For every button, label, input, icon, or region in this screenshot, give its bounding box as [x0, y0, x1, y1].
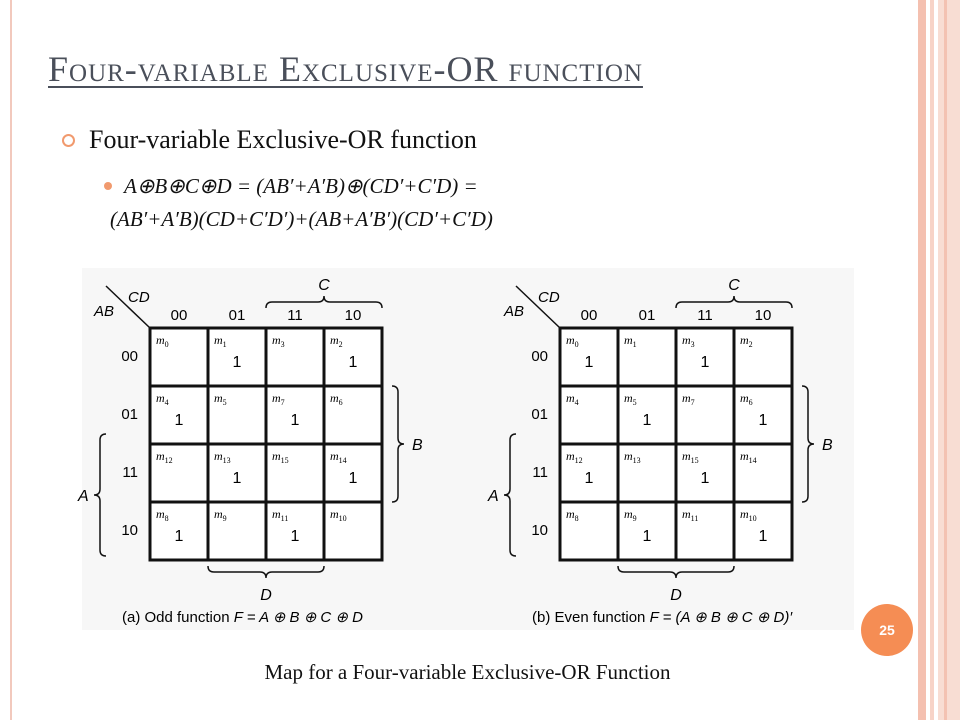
kmap-ab-label: AB — [504, 303, 525, 320]
kmap-cell-value: 1 — [232, 470, 242, 487]
kmap-a-label: A — [488, 488, 499, 505]
kmap-minterm-label: $m_7$ — [272, 391, 285, 407]
kmap-cell-value: 1 — [584, 354, 594, 371]
kmap-minterm-label: $m_{12}$ — [156, 449, 173, 465]
kmap-cell-value: 1 — [348, 470, 358, 487]
kmap-minterm-index: 4 — [574, 398, 579, 407]
ring-bullet-icon — [62, 134, 75, 147]
bullet-main — [62, 125, 477, 155]
kmap-d-label: D — [670, 587, 682, 604]
kmap-d-brace — [208, 566, 324, 578]
kmap-cell-value: 1 — [348, 354, 358, 371]
equation-line-2: (AB′+A′B)(CD+C′D′)+(AB+A′B′)(CD′+C′D) — [110, 207, 493, 231]
kmap-minterm-index: 1 — [632, 340, 637, 349]
kmap-column-header: 01 — [638, 307, 656, 324]
kmap-minterm-index: 11 — [690, 514, 699, 523]
kmap-cell-value: 1 — [642, 412, 652, 429]
kmap-caption-prefix: (b) Even function — [532, 609, 650, 626]
kmap-cell-value: 1 — [758, 412, 768, 429]
kmap-minterm-label: $m_6$ — [330, 391, 343, 407]
kmap-minterm-index: 0 — [574, 340, 579, 349]
kmap-minterm-index: 0 — [164, 340, 169, 349]
kmap-b-label: B — [412, 437, 423, 454]
kmap-minterm-index: 11 — [280, 514, 289, 523]
kmap-minterm-index: 1 — [222, 340, 227, 349]
frame-right-bar — [938, 0, 960, 720]
slide-title: Four-variable Exclusive-OR function — [48, 49, 643, 89]
kmap-minterm-label: $m_{12}$ — [566, 449, 583, 465]
kmap-diagram — [78, 268, 854, 630]
kmap-minterm-label: $m_8$ — [156, 507, 169, 523]
kmap-minterm-label: $m_0$ — [156, 333, 169, 349]
kmap-minterm-label: $m_{15}$ — [272, 449, 289, 465]
kmap-minterm-index: 9 — [632, 514, 637, 523]
kmap-minterm-index: 10 — [748, 514, 757, 523]
kmap-minterm-label: $m_{11}$ — [272, 507, 289, 523]
kmap-minterm-label: $m_{10}$ — [330, 507, 347, 523]
kmap-b-label: B — [822, 437, 833, 454]
kmap-cell-value: 1 — [584, 470, 594, 487]
frame-left-line — [10, 0, 12, 720]
kmap-row-header: 11 — [122, 464, 138, 481]
kmap-minterm-label: $m_3$ — [272, 333, 285, 349]
kmap-minterm-index: 2 — [748, 340, 753, 349]
kmap-minterm-label: $m_7$ — [682, 391, 695, 407]
kmap-row-header: 01 — [531, 406, 548, 423]
kmap-column-header: 10 — [754, 307, 772, 324]
kmap-figure — [78, 268, 854, 630]
kmap-column-header: 00 — [580, 307, 598, 324]
kmap-caption-formula: F = (A ⊕ B ⊕ C ⊕ D)′ — [649, 609, 793, 626]
kmap-row-header: 00 — [121, 348, 138, 365]
kmap-minterm-label: $m_{15}$ — [682, 449, 699, 465]
kmap-minterm-label: $m_9$ — [214, 507, 227, 523]
kmap-minterm-index: 12 — [164, 456, 173, 465]
kmap-minterm-label: $m_1$ — [214, 333, 227, 349]
kmap-column-header: 01 — [228, 307, 246, 324]
kmap-minterm-label: $m_{13}$ — [214, 449, 231, 465]
kmap-cd-label: CD — [538, 289, 560, 306]
kmap-c-label: C — [728, 277, 740, 294]
bullet-sub — [98, 170, 698, 236]
frame-right-bar — [944, 0, 947, 720]
kmap-cell-value: 1 — [174, 528, 184, 545]
kmap-caption — [122, 609, 363, 626]
kmap-d-brace — [618, 566, 734, 578]
kmap-minterm-index: 15 — [280, 456, 289, 465]
figure-caption: Map for a Four-variable Exclusive-OR Function — [264, 660, 671, 684]
kmap-minterm-index: 5 — [632, 398, 637, 407]
kmap-minterm-label: $m_{13}$ — [624, 449, 641, 465]
kmap-row-header: 11 — [532, 464, 548, 481]
kmap-c-brace — [266, 296, 382, 308]
kmap-minterm-index: 2 — [338, 340, 343, 349]
kmap-minterm-label: $m_3$ — [682, 333, 695, 349]
kmap-column-header: 00 — [170, 307, 188, 324]
equation-line-1: A⊕B⊕C⊕D = (AB′+A′B)⊕(CD′+C′D) = — [124, 174, 478, 198]
kmap-b-brace — [802, 386, 814, 502]
kmap-cell-value: 1 — [290, 528, 300, 545]
kmap-ab-label: AB — [94, 303, 115, 320]
kmap-minterm-index: 15 — [690, 456, 699, 465]
kmap-minterm-index: 10 — [338, 514, 347, 523]
kmap-a-brace — [94, 434, 106, 556]
kmap-minterm-label: $m_1$ — [624, 333, 637, 349]
kmap-minterm-label: $m_4$ — [566, 391, 579, 407]
kmap-column-header: 11 — [287, 307, 303, 324]
kmap-b-brace — [392, 386, 404, 502]
kmap-row-header: 10 — [121, 522, 138, 539]
kmap-cell-value: 1 — [232, 354, 242, 371]
kmap-minterm-label: $m_5$ — [624, 391, 637, 407]
kmap-minterm-index: 8 — [574, 514, 579, 523]
kmap-caption — [532, 609, 793, 626]
kmap-minterm-label: $m_9$ — [624, 507, 637, 523]
kmap-minterm-label: $m_5$ — [214, 391, 227, 407]
kmap-cell-value: 1 — [290, 412, 300, 429]
kmap-c-label: C — [318, 277, 330, 294]
kmap-row-header: 10 — [531, 522, 548, 539]
kmap-minterm-label: $m_4$ — [156, 391, 169, 407]
kmap-minterm-label: $m_{14}$ — [330, 449, 347, 465]
kmap-minterm-label: $m_{10}$ — [740, 507, 757, 523]
kmap-minterm-index: 13 — [632, 456, 641, 465]
kmap-cell-value: 1 — [174, 412, 184, 429]
kmap-cell-value: 1 — [758, 528, 768, 545]
kmap-minterm-label: $m_8$ — [566, 507, 579, 523]
kmap-minterm-label: $m_{11}$ — [682, 507, 699, 523]
kmap-a-brace — [504, 434, 516, 556]
kmap-column-header: 10 — [344, 307, 362, 324]
kmap-cell-value: 1 — [700, 470, 710, 487]
kmap-minterm-index: 3 — [690, 340, 695, 349]
kmap-minterm-label: $m_6$ — [740, 391, 753, 407]
kmap-caption-formula: F = A ⊕ B ⊕ C ⊕ D — [233, 609, 363, 626]
kmap-minterm-index: 14 — [338, 456, 347, 465]
kmap-minterm-index: 5 — [222, 398, 227, 407]
kmap-minterm-index: 14 — [748, 456, 757, 465]
kmap-minterm-label: $m_2$ — [330, 333, 343, 349]
kmap-cell-value: 1 — [700, 354, 710, 371]
kmap-column-header: 11 — [697, 307, 713, 324]
kmap-a-label: A — [78, 488, 89, 505]
kmap-minterm-index: 13 — [222, 456, 231, 465]
kmap-minterm-index: 8 — [164, 514, 169, 523]
kmap-minterm-index: 7 — [690, 398, 695, 407]
kmap-minterm-label: $m_0$ — [566, 333, 579, 349]
kmap-row-header: 00 — [531, 348, 548, 365]
kmap-row-header: 01 — [121, 406, 138, 423]
page-number-badge: 25 — [861, 604, 913, 656]
frame-right-bar — [918, 0, 926, 720]
kmap-d-label: D — [260, 587, 272, 604]
kmap-minterm-index: 9 — [222, 514, 227, 523]
kmap-minterm-index: 7 — [280, 398, 285, 407]
kmap-c-brace — [676, 296, 792, 308]
bullet-main-text: Four-variable Exclusive-OR function — [89, 125, 477, 154]
kmap-minterm-index: 12 — [574, 456, 583, 465]
frame-right-bar — [930, 0, 934, 720]
kmap-minterm-index: 4 — [164, 398, 169, 407]
kmap-minterm-index: 6 — [748, 398, 753, 407]
kmap-minterm-index: 3 — [280, 340, 285, 349]
kmap-minterm-label: $m_2$ — [740, 333, 753, 349]
kmap-cell-value: 1 — [642, 528, 652, 545]
kmap-cd-label: CD — [128, 289, 150, 306]
kmap-minterm-index: 6 — [338, 398, 343, 407]
kmap-caption-prefix: (a) Odd function — [122, 609, 234, 626]
kmap-minterm-label: $m_{14}$ — [740, 449, 757, 465]
